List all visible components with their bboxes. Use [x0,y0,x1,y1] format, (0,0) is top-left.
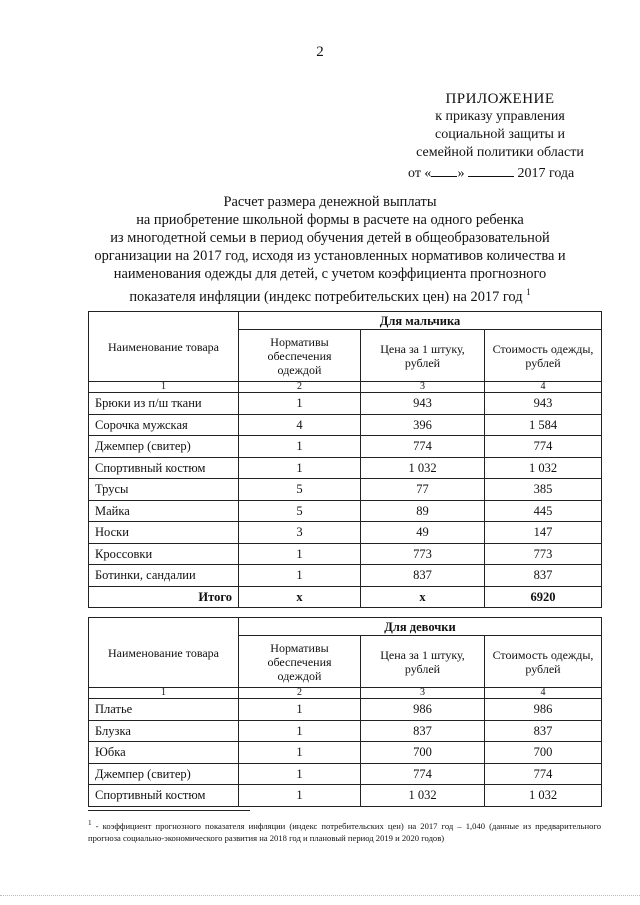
table-row [89,763,602,785]
table-row [89,699,602,721]
document-title [40,193,620,306]
item-name: Блузка [89,720,239,742]
item-name: Платье [89,699,239,721]
footnote-separator [88,810,250,811]
item-cost: 986 [485,699,602,721]
date-prefix: от « [408,166,432,181]
item-norm: 4 [239,414,361,436]
item-name: Юбка [89,742,239,764]
page-bottom-edge [0,895,640,896]
item-cost: 774 [485,763,602,785]
boys-header-norm: Нормативы обеспечения одеждой [239,330,361,382]
item-norm: 1 [239,785,361,807]
item-cost: 837 [485,720,602,742]
boys-header-cost: Стоимость одежды, рублей [485,330,602,382]
boys-header-price: Цена за 1 штуку, рублей [361,330,485,382]
table-row [89,393,602,415]
date-day-blank [431,163,457,177]
appendix-date [400,163,600,183]
item-cost: 773 [485,543,602,565]
item-cost: 1 032 [485,457,602,479]
item-name: Носки [89,522,239,544]
item-name: Спортивный костюм [89,785,239,807]
item-price: 774 [361,436,485,458]
girls-group-title: Для девочки [239,618,602,636]
item-price: 773 [361,543,485,565]
item-norm: 1 [239,565,361,587]
girls-colnum-3: 3 [361,688,485,699]
total-label: Итого [89,586,239,608]
footnote-mark: 1 [88,819,92,827]
total-norm: х [239,586,361,608]
total-price: х [361,586,485,608]
item-cost: 837 [485,565,602,587]
appendix-line-3: семейной политики области [416,145,584,160]
girls-colnum-2: 2 [239,688,361,699]
girls-colnum-4: 4 [485,688,602,699]
boys-header-name: Наименование товара [89,312,239,382]
item-price: 837 [361,565,485,587]
table-row [89,742,602,764]
item-norm: 5 [239,479,361,501]
appendix-block [400,90,600,183]
item-norm: 5 [239,500,361,522]
item-name: Джемпер (свитер) [89,436,239,458]
boys-colnum-1: 1 [89,382,239,393]
item-cost: 1 032 [485,785,602,807]
item-price: 700 [361,742,485,764]
total-row [89,586,602,608]
boys-group-title: Для мальчика [239,312,602,330]
item-name: Трусы [89,479,239,501]
item-norm: 1 [239,763,361,785]
item-name: Брюки из п/ш ткани [89,393,239,415]
table-row [89,785,602,807]
item-name: Кроссовки [89,543,239,565]
boys-table [88,311,602,608]
total-cost: 6920 [485,586,602,608]
item-norm: 3 [239,522,361,544]
girls-header-norm: Нормативы обеспечения одеждой [239,636,361,688]
item-name: Спортивный костюм [89,457,239,479]
item-price: 1 032 [361,785,485,807]
item-cost: 774 [485,436,602,458]
item-cost: 1 584 [485,414,602,436]
table-row [89,500,602,522]
item-norm: 1 [239,457,361,479]
appendix-line-2: социальной защиты и [435,127,565,142]
item-norm: 1 [239,543,361,565]
appendix-heading: ПРИЛОЖЕНИЕ [445,91,555,107]
item-norm: 1 [239,742,361,764]
title-line-6-text: показателя инфляции (индекс потребительских цен) на 2017 год [129,288,523,305]
item-name: Джемпер (свитер) [89,763,239,785]
item-price: 89 [361,500,485,522]
table-row [89,720,602,742]
item-price: 396 [361,414,485,436]
table-row [89,565,602,587]
item-cost: 943 [485,393,602,415]
item-price: 77 [361,479,485,501]
title-line-6 [40,283,620,306]
table-row [89,414,602,436]
table-row [89,479,602,501]
item-norm: 1 [239,393,361,415]
footnote [88,817,601,844]
date-month-blank [468,163,514,177]
item-price: 774 [361,763,485,785]
item-norm: 1 [239,699,361,721]
girls-header-price: Цена за 1 штуку, рублей [361,636,485,688]
boys-colnum-2: 2 [239,382,361,393]
table-row [89,522,602,544]
table-row [89,457,602,479]
item-cost: 700 [485,742,602,764]
item-price: 837 [361,720,485,742]
title-line-5: наименования одежды для детей, с учетом коэффициента прогнозного [113,266,547,282]
item-name: Ботинки, сандалии [89,565,239,587]
item-norm: 1 [239,720,361,742]
item-name: Майка [89,500,239,522]
table-row [89,436,602,458]
item-name: Сорочка мужская [89,414,239,436]
footnote-text: - коэффициент прогнозного показателя инфляции (индекс потребительских цен) на 2017 год – 1,040 (данные из предварительного прогноза социально-экономического развития на 2018 год и плановый период 2019 и 2020 годов) [88,820,601,843]
item-norm: 1 [239,436,361,458]
girls-table [88,617,602,807]
girls-header-name: Наименование товара [89,618,239,688]
date-year: 2017 года [517,166,575,181]
title-line-4: организации на 2017 год, исходя из установленных нормативов количества и [94,248,566,264]
item-price: 1 032 [361,457,485,479]
girls-header-cost: Стоимость одежды, рублей [485,636,602,688]
girls-colnum-1: 1 [89,688,239,699]
date-mid: » [457,166,465,181]
boys-colnum-4: 4 [485,382,602,393]
title-line-2: на приобретение школьной формы в расчете на одного ребенка [136,212,524,228]
boys-colnum-3: 3 [361,382,485,393]
table-row [89,543,602,565]
item-cost: 147 [485,522,602,544]
item-price: 49 [361,522,485,544]
item-price: 986 [361,699,485,721]
appendix-line-1: к приказу управления [435,109,565,124]
title-line-1: Расчет размера денежной выплаты [223,194,437,210]
item-cost: 385 [485,479,602,501]
title-footnote-ref: 1 [526,287,531,297]
page-number: 2 [316,44,324,60]
item-cost: 445 [485,500,602,522]
title-line-3: из многодетной семьи в период обучения детей в общеобразовательной [110,230,550,246]
item-price: 943 [361,393,485,415]
